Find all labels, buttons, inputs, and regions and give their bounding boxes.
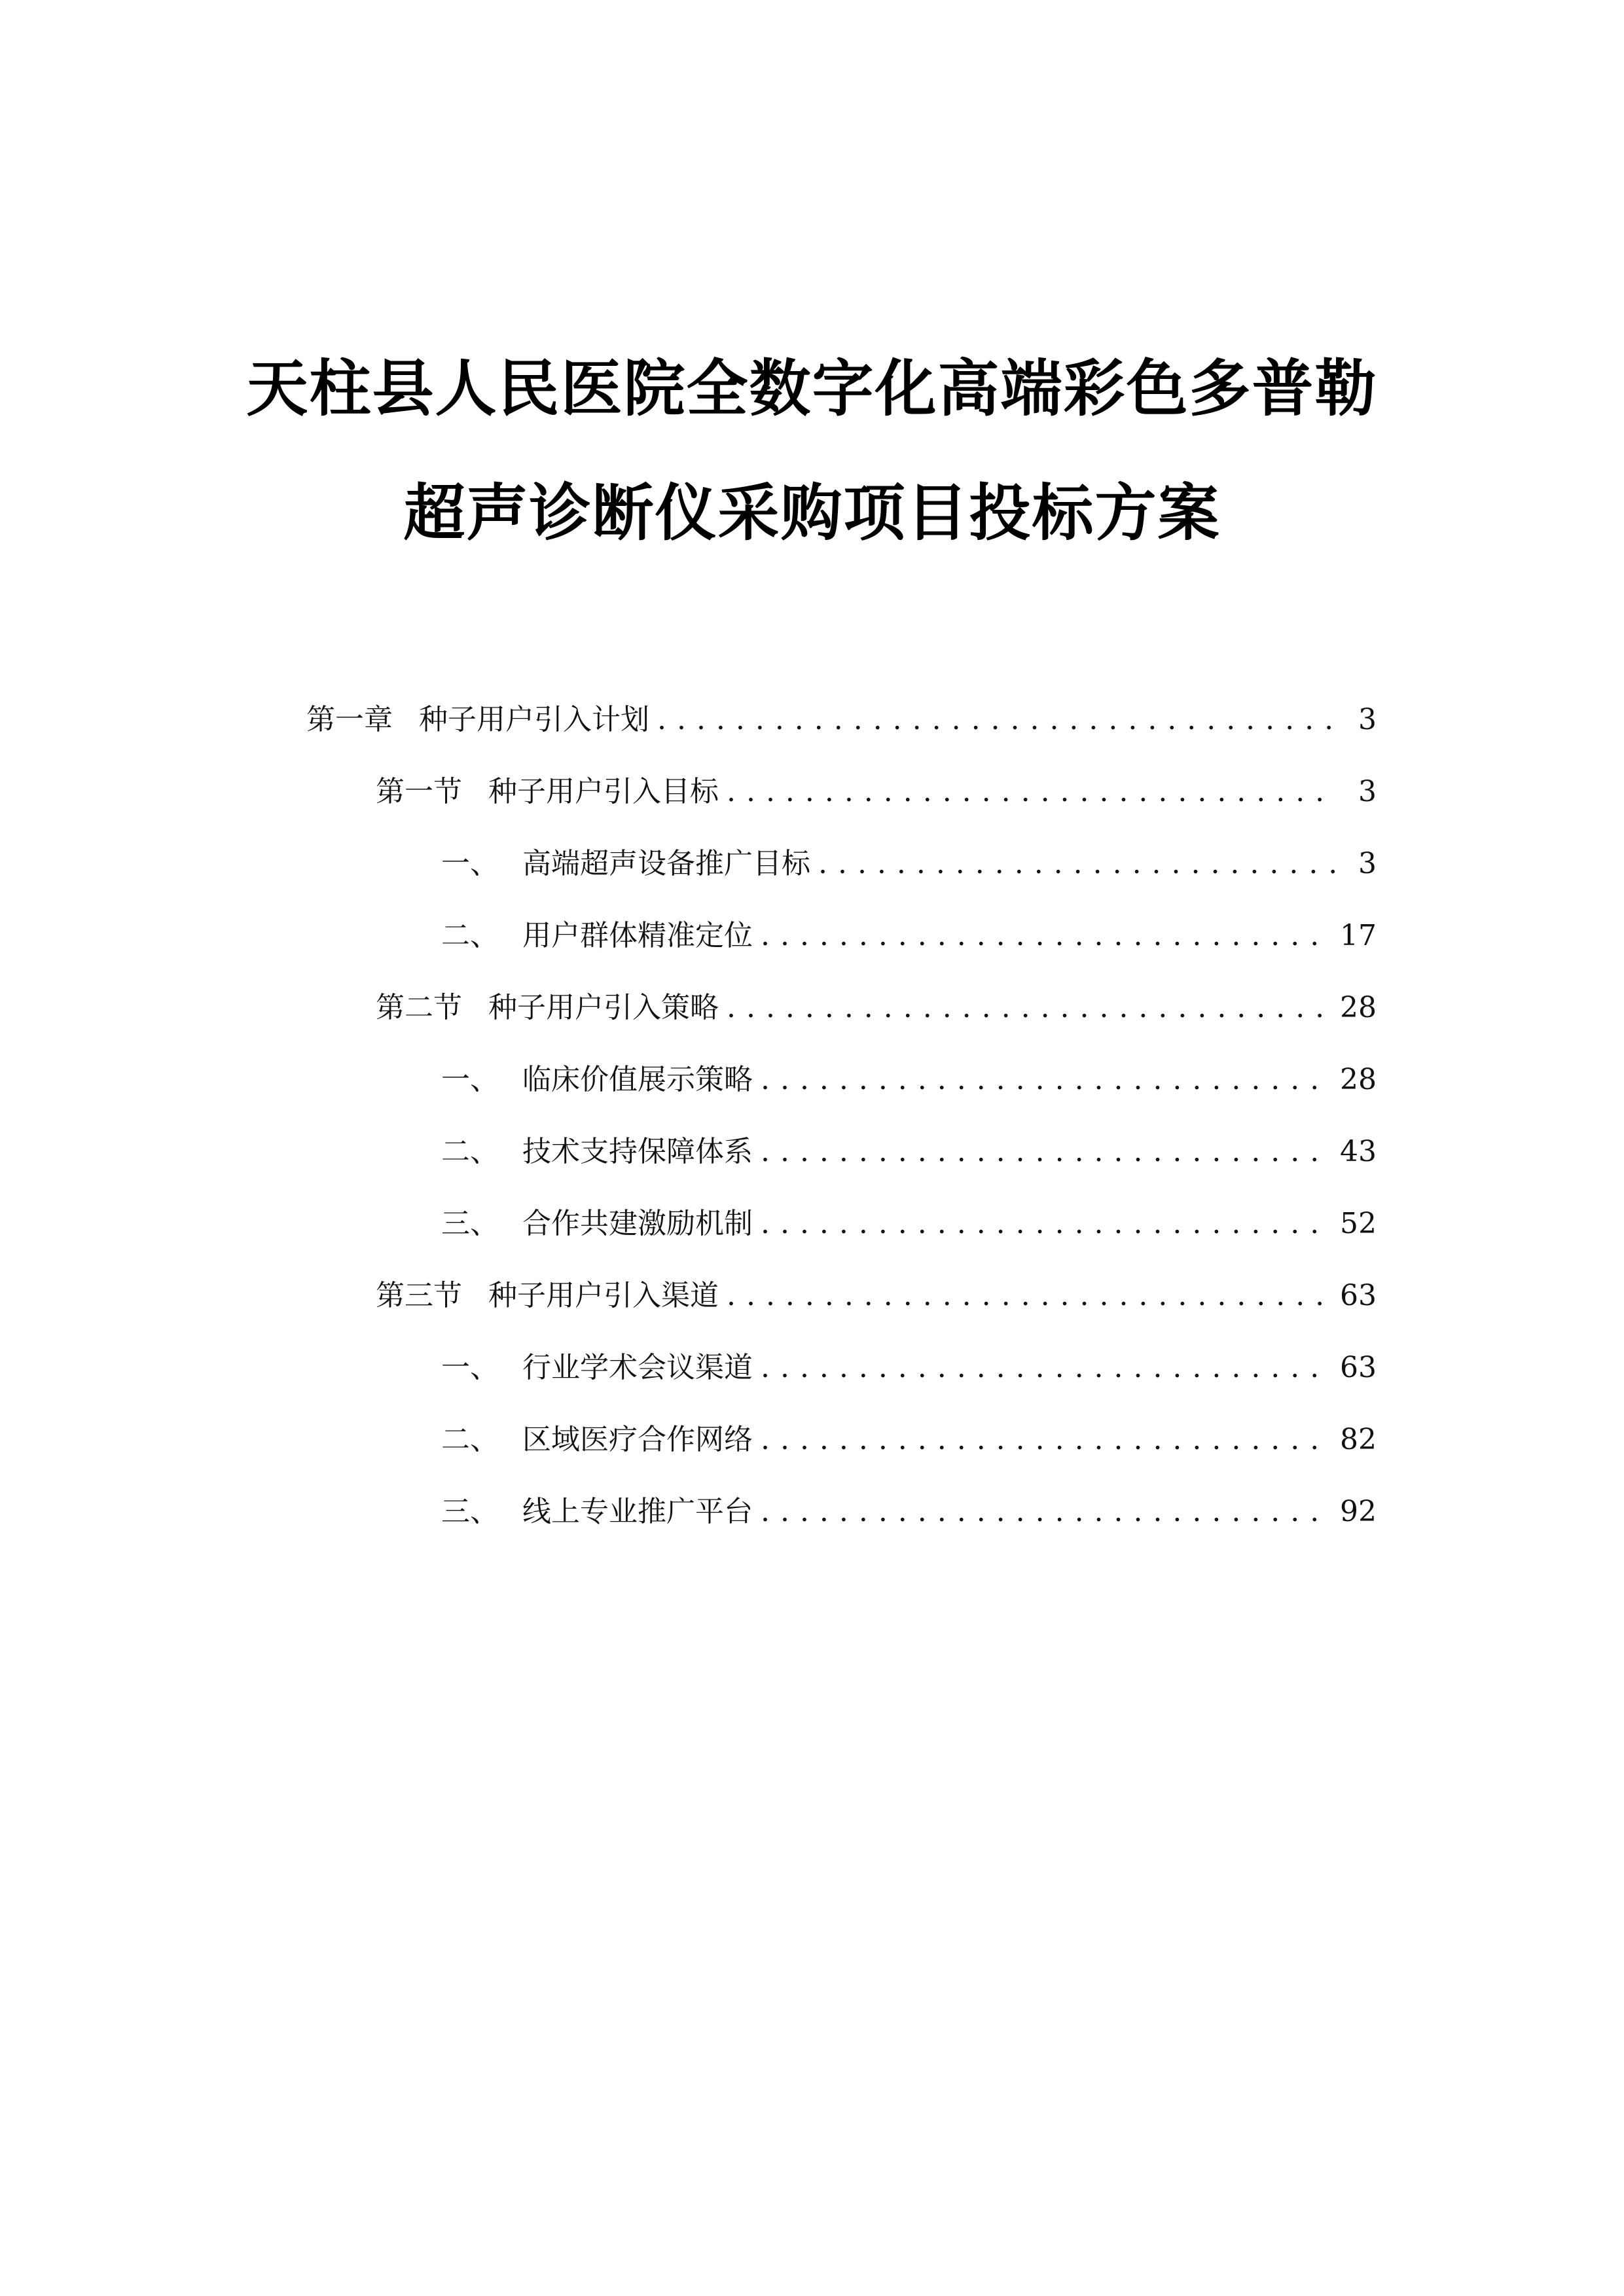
- toc-entry-subsection[interactable]: [441, 1126, 1377, 1178]
- toc-leader-dots: [761, 1198, 1331, 1250]
- toc-page-number: 82: [1340, 1423, 1377, 1456]
- toc-leader-dots: [657, 694, 1335, 746]
- toc-page-number: 52: [1340, 1207, 1377, 1240]
- toc-leader-dots: [761, 1342, 1331, 1394]
- document-title: [0, 327, 1624, 576]
- toc-title: 合作共建激励机制: [522, 1207, 753, 1240]
- toc-entry-subsection[interactable]: [441, 1198, 1377, 1250]
- toc-entry-subsection[interactable]: [441, 1486, 1377, 1538]
- toc-page-number: 3: [1358, 703, 1377, 736]
- toc-title: 种子用户引入渠道: [488, 1279, 719, 1312]
- toc-entry-section-1[interactable]: [376, 766, 1377, 818]
- toc-entry-subsection[interactable]: [441, 1414, 1377, 1466]
- toc-number: 二、: [441, 1135, 499, 1168]
- toc-page-number: 43: [1340, 1135, 1377, 1168]
- toc-entry-subsection[interactable]: [441, 910, 1377, 962]
- toc-page-number: 17: [1340, 919, 1377, 952]
- toc-title: 线上专业推广平台: [522, 1495, 753, 1528]
- toc-number: 第一节: [376, 775, 462, 808]
- toc-page-number: 28: [1340, 1063, 1377, 1096]
- toc-entry-section-3[interactable]: [376, 1270, 1377, 1322]
- toc-leader-dots: [727, 982, 1331, 1034]
- toc-title: 区域医疗合作网络: [522, 1423, 753, 1456]
- toc-number: 三、: [441, 1207, 499, 1240]
- toc-number: 三、: [441, 1495, 499, 1528]
- title-line-2: 超声诊断仪采购项目投标方案: [403, 478, 1221, 549]
- toc-title: 技术支持保障体系: [522, 1135, 753, 1168]
- toc-number: 二、: [441, 919, 499, 952]
- toc-entry-chapter-1[interactable]: [306, 694, 1377, 746]
- toc-page-number: 63: [1340, 1351, 1377, 1384]
- toc-entry-subsection[interactable]: [441, 1342, 1377, 1394]
- toc-number: 二、: [441, 1423, 499, 1456]
- toc-leader-dots: [761, 1054, 1331, 1106]
- toc-leader-dots: [727, 1270, 1331, 1322]
- toc-leader-dots: [761, 1126, 1331, 1178]
- toc-page-number: 3: [1358, 847, 1377, 880]
- toc-title: 临床价值展示策略: [522, 1063, 753, 1096]
- title-line-1: 天柱县人民医院全数字化高端彩色多普勒: [246, 353, 1378, 425]
- toc-title: 种子用户引入策略: [488, 991, 719, 1024]
- toc-entry-section-2[interactable]: [376, 982, 1377, 1034]
- toc-entry-subsection[interactable]: [441, 838, 1377, 890]
- toc-number: 一、: [441, 847, 499, 880]
- toc-page-number: 92: [1340, 1495, 1377, 1528]
- toc-title: 种子用户引入计划: [419, 703, 649, 736]
- toc-title: 高端超声设备推广目标: [522, 847, 810, 880]
- toc-entry-subsection[interactable]: [441, 1054, 1377, 1106]
- toc-leader-dots: [727, 766, 1335, 818]
- toc-page-number: 3: [1358, 775, 1377, 808]
- toc-number: 一、: [441, 1351, 499, 1384]
- toc-number: 第一章: [306, 703, 393, 736]
- toc-number: 第二节: [376, 991, 462, 1024]
- toc-title: 用户群体精准定位: [522, 919, 753, 952]
- toc-title: 行业学术会议渠道: [522, 1351, 753, 1384]
- toc-number: 第三节: [376, 1279, 462, 1312]
- toc-leader-dots: [761, 910, 1331, 962]
- toc-page-number: 63: [1340, 1279, 1377, 1312]
- toc-page-number: 28: [1340, 991, 1377, 1024]
- toc-leader-dots: [818, 838, 1335, 890]
- toc-number: 一、: [441, 1063, 499, 1096]
- toc-leader-dots: [761, 1414, 1331, 1466]
- toc-title: 种子用户引入目标: [488, 775, 719, 808]
- toc-leader-dots: [761, 1486, 1331, 1538]
